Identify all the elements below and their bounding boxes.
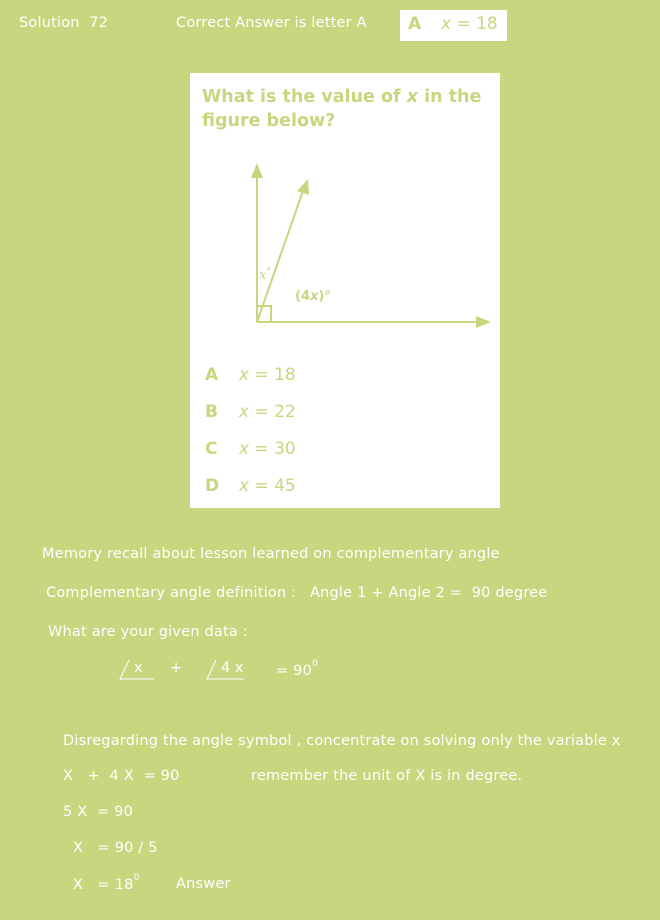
option-a-letter: A bbox=[205, 365, 219, 385]
given-data-label: What are your given data : bbox=[48, 624, 248, 640]
memory-recall-text: Memory recall about lesson learned on complementary angle bbox=[42, 546, 500, 562]
angle-figure bbox=[190, 73, 500, 508]
disregard-text: Disregarding the angle symbol , concentrate on solving only the variable x bbox=[63, 733, 621, 749]
option-d-expression: x = 45 bbox=[239, 476, 296, 496]
label-4x: (4x)° bbox=[295, 289, 331, 304]
answer-letter: A bbox=[408, 14, 422, 34]
step-2: 5 X = 90 bbox=[63, 804, 133, 820]
step-1: X + 4 X = 90 bbox=[63, 768, 180, 784]
definition-formula: Angle 1 + Angle 2 = 90 degree bbox=[310, 585, 548, 601]
option-d-letter: D bbox=[205, 476, 220, 496]
label-x: x° bbox=[259, 267, 271, 283]
horizontal-arrowhead bbox=[476, 316, 491, 328]
question-text: What is the value of x in the figure below? bbox=[202, 87, 482, 131]
option-b-expression: x = 22 bbox=[239, 402, 296, 422]
option-a-expression: x = 18 bbox=[239, 365, 296, 385]
angle-term-x bbox=[119, 658, 159, 684]
equals-90: = $90^0$ bbox=[276, 659, 318, 679]
option-c-letter: C bbox=[205, 439, 218, 459]
answer-box bbox=[400, 10, 507, 41]
vertical-arrowhead bbox=[251, 163, 263, 178]
angle-term-4x-label: 4 x bbox=[221, 660, 244, 676]
unit-reminder: remember the unit of X is in degree. bbox=[251, 768, 523, 784]
question-card bbox=[190, 73, 500, 508]
answer-expression: x = 18 bbox=[441, 14, 498, 34]
degree-mark: 0 bbox=[133, 873, 140, 883]
step-4: $X = 18^0$ bbox=[73, 873, 140, 893]
slanted-arrowhead bbox=[297, 179, 309, 195]
option-b-letter: B bbox=[205, 402, 218, 422]
angle-term-4x bbox=[206, 658, 250, 684]
step-3: X = 90 / 5 bbox=[73, 840, 158, 856]
option-c-expression: x = 30 bbox=[239, 439, 296, 459]
angle-term-x-label: x bbox=[134, 660, 143, 676]
solution-label: Solution 72 bbox=[19, 15, 109, 31]
degree-mark: 0 bbox=[312, 659, 318, 669]
answer-label: Answer bbox=[176, 876, 231, 892]
definition-label: Complementary angle definition : bbox=[46, 585, 297, 601]
plus-sign: + bbox=[170, 660, 183, 676]
correct-answer-text: Correct Answer is letter A bbox=[176, 15, 367, 31]
